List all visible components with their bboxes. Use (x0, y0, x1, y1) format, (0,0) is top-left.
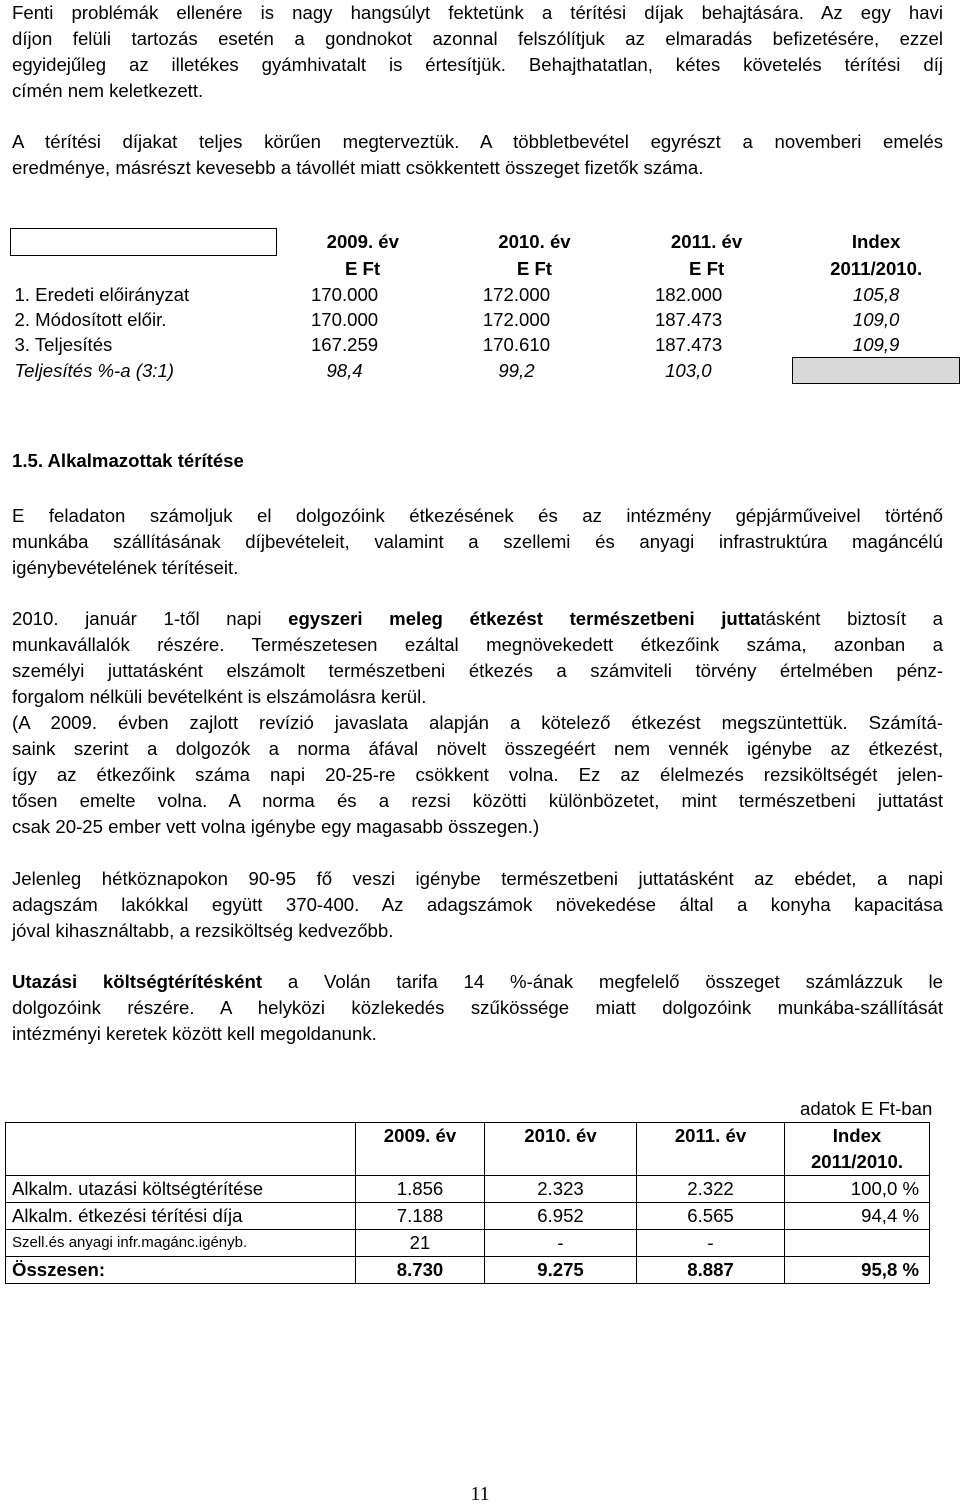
cell-index (785, 1230, 930, 1257)
section-paragraph (12, 866, 943, 944)
shaded-empty-cell (793, 358, 960, 384)
cell-2010: 6.952 (485, 1203, 637, 1230)
table-row (6, 1203, 930, 1230)
table-header-cell: 2011/2010. (830, 257, 923, 279)
cell-index: 109,0 (852, 308, 900, 330)
section-heading: 1.5. Alkalmazottak térítése (12, 450, 244, 471)
text-line: Jelenleg hétköznapokon 90-95 fő veszi igénybe természetbeni juttatásként az ebédet, a napi (12, 868, 943, 889)
row-label: 3. Teljesítés (14, 333, 113, 355)
table-row (11, 332, 960, 358)
section-paragraph (12, 606, 943, 840)
cell-2010: 172.000 (482, 283, 551, 305)
text-line: munkavállalók részére. Természetesen ezáltal megnövekedett étkezőink száma, azonban a (12, 634, 943, 655)
cell-2009: 1.856 (356, 1176, 485, 1203)
cell-2011: 6.565 (637, 1203, 785, 1230)
table-header-cell (11, 229, 277, 256)
text-line: jóval kihasználtabb, a rezsiköltség kedvezőbb. (12, 920, 394, 941)
cell-2010: 2.323 (485, 1176, 637, 1203)
text-line: eredménye, másrészt kevesebb a távollét miatt csökkentett összeget fizetők száma. (12, 157, 704, 178)
table-header-cell: E Ft (689, 257, 725, 279)
table-header-cell (6, 1123, 356, 1176)
cell-2011: 8.887 (637, 1257, 785, 1284)
cell-2010: - (485, 1230, 637, 1257)
cell-2011: 182.000 (654, 283, 723, 305)
table-row (11, 307, 960, 332)
table-header-cell (785, 1123, 930, 1176)
text-line: igénybevételének térítéseit. (12, 557, 239, 578)
text-line: saink szerint a dolgozók a norma áfával növelt összegéért nem vennék igénybe az étkezést, (12, 738, 943, 759)
row-label: 1. Eredeti előirányzat (14, 283, 190, 305)
cost-table (5, 1122, 930, 1284)
table-unit-note: adatok E Ft-ban (800, 1098, 933, 1119)
table-header-cell: 2009. év (356, 1123, 485, 1176)
bold-text: Utazási költségtérítésként (12, 971, 263, 992)
table-row (11, 282, 960, 307)
table-header-cell: E Ft (344, 257, 381, 279)
text-line: E feladaton számoljuk el dolgozóink étkezésének és az intézmény gépjárműveivel történő (12, 505, 943, 526)
table-row (6, 1230, 930, 1257)
table-header-row (6, 1123, 930, 1176)
cell-2011: - (637, 1230, 785, 1257)
table-row (11, 358, 960, 384)
text-line: intézményi keretek között kell megoldanunk. (12, 1023, 377, 1044)
text-line: adagszám lakókkal együtt 370-400. Az adagszámok növekedése által a konyha kapacitása (12, 894, 943, 915)
text-line: dolgozóink részére. A helyközi közlekedés szűkössége miatt dolgozóink munkába-szállítását (12, 997, 943, 1018)
cell-2010: 9.275 (485, 1257, 637, 1284)
cell-2009: 170.000 (310, 308, 379, 330)
bold-text: egyszeri meleg étkezést természetbeni jutta (288, 608, 761, 629)
cell-2009: 7.188 (356, 1203, 485, 1230)
text-line: (A 2009. évben zajlott revízió javaslata alapján a kötelező étkezést megszüntettük. Számítá- (12, 712, 943, 733)
row-label: Alkalm. utazási költségtérítése (6, 1176, 356, 1203)
text-line: egyidejűleg az illetékes gyámhivatalt is értesítjük. Behajthatatlan, kétes követelés térítési díj (12, 54, 943, 75)
text-run: a Volán tarifa 14 %-ának megfelelő összeget számlázzuk le (262, 971, 943, 992)
cell-2009: 98,4 (326, 359, 363, 381)
cell-2010: 99,2 (498, 359, 535, 381)
text-line (12, 969, 943, 995)
table-header-cell: 2011. év (637, 1123, 785, 1176)
table-header-cell: 2009. év (326, 230, 399, 252)
cell-2009: 167.259 (310, 333, 379, 355)
cell-index: 105,8 (852, 283, 900, 305)
table-header-cell: 2010. év (485, 1123, 637, 1176)
text-line (12, 606, 943, 632)
row-label: Szell.és anyagi infr.magánc.igényb. (6, 1230, 356, 1257)
section-paragraph (12, 969, 943, 1047)
cell-index: 109,9 (852, 333, 900, 355)
table-header-cell: 2010. év (498, 230, 571, 252)
cell-index: 94,4 % (785, 1203, 930, 1230)
cell-index: 100,0 % (785, 1176, 930, 1203)
text-line: A térítési díjakat teljes körűen megterveztük. A többletbevétel egyrészt a novemberi emelés (12, 131, 943, 152)
cell-index: 95,8 % (785, 1257, 930, 1284)
text-line: Fenti problémák ellenére is nagy hangsúlyt fektetünk a térítési díjak behajtására. Az egy havi (12, 2, 943, 23)
cell-2011: 187.473 (654, 333, 723, 355)
text-line: személyi juttatásként elszámolt természetbeni étkezés a számviteli törvény értelmében pénz- (12, 660, 943, 681)
header-line: Index (832, 1125, 882, 1146)
row-label: Teljesítés %-a (3:1) (14, 359, 174, 381)
text-line: díjon felüli tartozás esetén a gondnokot azonnal felszólítjuk az elmaradás befizetésére, ezzel (12, 28, 943, 49)
table-header-cell (11, 256, 277, 283)
row-label: Alkalm. étkezési térítési díja (6, 1203, 356, 1230)
text-line: csak 20-25 ember vett volna igénybe egy magasabb összegen.) (12, 816, 540, 837)
fee-table (10, 228, 960, 384)
text-line: tősen emelte volna. A norma és a rezsi közötti különbözetet, mint természetbeni juttatást (12, 790, 943, 811)
cell-2011: 187.473 (654, 308, 723, 330)
intro-paragraph (12, 0, 943, 104)
cell-2009: 170.000 (310, 283, 379, 305)
row-label: Összesen: (6, 1257, 356, 1284)
header-line: 2011/2010. (810, 1151, 904, 1172)
cell-2010: 172.000 (482, 308, 551, 330)
text-line: így az étkezőink száma napi 20-25-re csökkent volna. Ez az élelmezés rezsiköltségét jelen- (12, 764, 943, 785)
text-line: munkába szállításának díjbevételeit, valamint a szellemi és anyagi infrastruktúra magáncélú (12, 531, 943, 552)
table-header-row (11, 229, 960, 256)
cell-2009: 21 (356, 1230, 485, 1257)
cell-2011: 2.322 (637, 1176, 785, 1203)
cell-2009: 8.730 (356, 1257, 485, 1284)
table-header-cell: 2011. év (670, 230, 743, 252)
table-header-cell: Index (851, 230, 901, 252)
section-paragraph (12, 503, 943, 581)
table-header-cell: E Ft (516, 257, 552, 279)
cell-2011: 103,0 (665, 359, 712, 381)
planning-paragraph (12, 129, 943, 181)
text-line: címén nem keletkezett. (12, 80, 204, 101)
text-run: 2010. január 1-től napi (12, 608, 289, 629)
row-label: 2. Módosított előir. (14, 308, 167, 330)
table-row (6, 1176, 930, 1203)
table-header-row (11, 256, 960, 283)
cell-2010: 170.610 (482, 333, 551, 355)
table-total-row (6, 1257, 930, 1284)
text-line: forgalom nélküli bevételként is elszámolásra kerül. (12, 686, 427, 707)
page-number: 11 (470, 1483, 490, 1505)
text-run: tásként biztosít a (760, 608, 943, 629)
